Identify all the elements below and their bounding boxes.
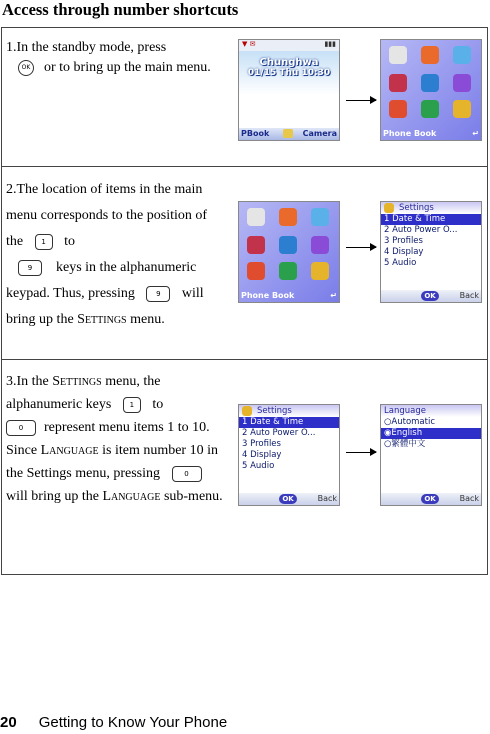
back-softkey-3: Back (459, 494, 479, 503)
language-option: 繁體中文 (391, 439, 426, 449)
language-option: English (391, 428, 423, 438)
settings-title-2 (239, 405, 339, 417)
back-icon: ↵ (472, 129, 479, 138)
radio-icon: ○ (384, 417, 392, 427)
gift-icon (389, 100, 407, 118)
arrow-icon (346, 100, 376, 101)
row3-text-a: 3.In the (6, 374, 49, 389)
globe-icon (421, 100, 439, 118)
language-label-2: Language (102, 489, 161, 504)
list-item: 4 Display (384, 247, 424, 257)
main-menu-screen-1 (380, 39, 482, 141)
mail-icon (453, 46, 471, 64)
row2-text (6, 177, 218, 333)
message-icon (283, 129, 293, 138)
list-item (381, 428, 481, 439)
settings-title (381, 202, 481, 214)
list-item: 3 Profiles (242, 439, 281, 449)
games-icon-2 (247, 236, 265, 254)
section-heading: Access through number shortcuts (2, 0, 239, 19)
settings-title-text-2: Settings (257, 406, 292, 416)
operator-name: Chunghwa (259, 57, 319, 68)
key-1-icon: 1 (35, 234, 53, 250)
list-item: 1 Date & Time (239, 417, 339, 428)
ok-softkey-2: OK (279, 494, 297, 504)
gift-icon-2 (247, 262, 265, 280)
status-bar: ▼ ✉ ▮▮▮ (239, 40, 339, 51)
media-icon (453, 74, 471, 92)
radio-icon: ○ (384, 439, 392, 449)
list-item: 3 Profiles (384, 236, 423, 246)
list-item: 2 Auto Power O... (384, 225, 458, 235)
page-number: 20 (0, 714, 17, 731)
ok-key-icon: OK (18, 60, 34, 76)
chapter-title: Getting to Know Your Phone (38, 714, 228, 731)
instruction-table (1, 27, 488, 575)
list-item: 5 Audio (384, 258, 417, 268)
phonebook-icon (389, 46, 407, 64)
ok-softkey-3: OK (421, 494, 439, 504)
language-option: Automatic (391, 417, 436, 427)
list-item: 1 Date & Time (381, 214, 481, 225)
language-list (381, 417, 481, 450)
row2-text-c: will bring up the (6, 286, 204, 327)
media-icon-2 (311, 236, 329, 254)
standby-datetime: 01/15 Thu 10:30 (247, 68, 331, 78)
settings-icon (453, 100, 471, 118)
row3-text-b: menu, the alphanumeric keys (6, 374, 161, 412)
language-title: Language (381, 405, 481, 417)
list-item: 2 Auto Power O... (242, 428, 316, 438)
row2-text-d: menu. (130, 312, 165, 327)
table-row-1 (2, 28, 487, 166)
messages-icon-2 (279, 208, 297, 226)
standby-screen (238, 39, 340, 141)
settings-screen-2 (238, 404, 340, 506)
menu-softkeys-2 (239, 290, 339, 302)
settings-list-2 (239, 417, 339, 472)
row3-text-f: sub-menu. (163, 489, 223, 504)
language-softkeys (381, 493, 481, 505)
camera-icon-2 (279, 236, 297, 254)
key-9-icon: 9 (18, 260, 42, 276)
row3-text-c: represent menu items 1 to 10. Since (6, 420, 210, 458)
softkey-camera: Camera (302, 129, 337, 138)
back-icon-2: ↵ (330, 291, 337, 300)
key-1-icon-2: 1 (123, 397, 141, 413)
row2-text-b: keys in the alphanumeric keypad. Thus, pressing (6, 260, 197, 301)
language-screen (380, 404, 482, 506)
camera-icon (421, 74, 439, 92)
mail-icon-2 (311, 208, 329, 226)
globe-icon-2 (279, 262, 297, 280)
arrow-icon-2 (346, 247, 376, 248)
settings-softkeys (381, 290, 481, 302)
key-0-icon-2: 0 (172, 466, 202, 482)
row2-text-a: 2.The location of items in the main menu corresponds to the position of the (6, 182, 208, 249)
page-footer (0, 714, 227, 731)
softkey-phonebook: Phone Book (383, 129, 437, 138)
list-item: 4 Display (242, 450, 282, 460)
list-item: 5 Audio (242, 461, 275, 471)
radio-selected-icon: ◉ (384, 428, 392, 438)
list-item (381, 439, 481, 450)
games-icon (389, 74, 407, 92)
row1-text-b: or to bring up the main menu. (44, 60, 211, 75)
row3-to: to (152, 397, 164, 412)
back-softkey-2: Back (317, 494, 337, 503)
messages-icon (421, 46, 439, 64)
row3-text-d: is item number 10 in the Settings menu, pressing (6, 443, 218, 481)
softkey-phonebook-2: Phone Book (241, 291, 295, 300)
settings-screen (380, 201, 482, 303)
settings-label: Settings (77, 312, 127, 327)
key-9-icon-2: 9 (146, 286, 170, 302)
main-menu-screen-2 (238, 201, 340, 303)
menu-softkeys (381, 128, 481, 140)
table-row-2 (2, 166, 487, 360)
arrow-icon-3 (346, 452, 376, 453)
settings-list (381, 214, 481, 269)
language-label: Language (40, 443, 99, 458)
standby-softkeys (239, 128, 339, 140)
row3-text (6, 370, 228, 508)
back-softkey: Back (459, 291, 479, 300)
row2-to: to (64, 234, 75, 249)
table-row-3 (2, 359, 487, 576)
phonebook-icon-2 (247, 208, 265, 226)
settings-icon-2 (311, 262, 329, 280)
settings-title-icon (384, 203, 394, 213)
settings-title-text: Settings (399, 203, 434, 213)
key-0-icon: 0 (6, 420, 36, 436)
row1-text-a: 1.In the standby mode, press (6, 40, 167, 55)
row1-text (6, 38, 228, 78)
settings-title-icon-2 (242, 406, 252, 416)
softkey-pbook: PBook (241, 129, 270, 138)
settings-softkeys-2 (239, 493, 339, 505)
settings-label-2: Settings (52, 374, 102, 389)
ok-softkey: OK (421, 291, 439, 301)
row3-text-e: will bring up the (6, 489, 99, 504)
list-item (381, 417, 481, 428)
